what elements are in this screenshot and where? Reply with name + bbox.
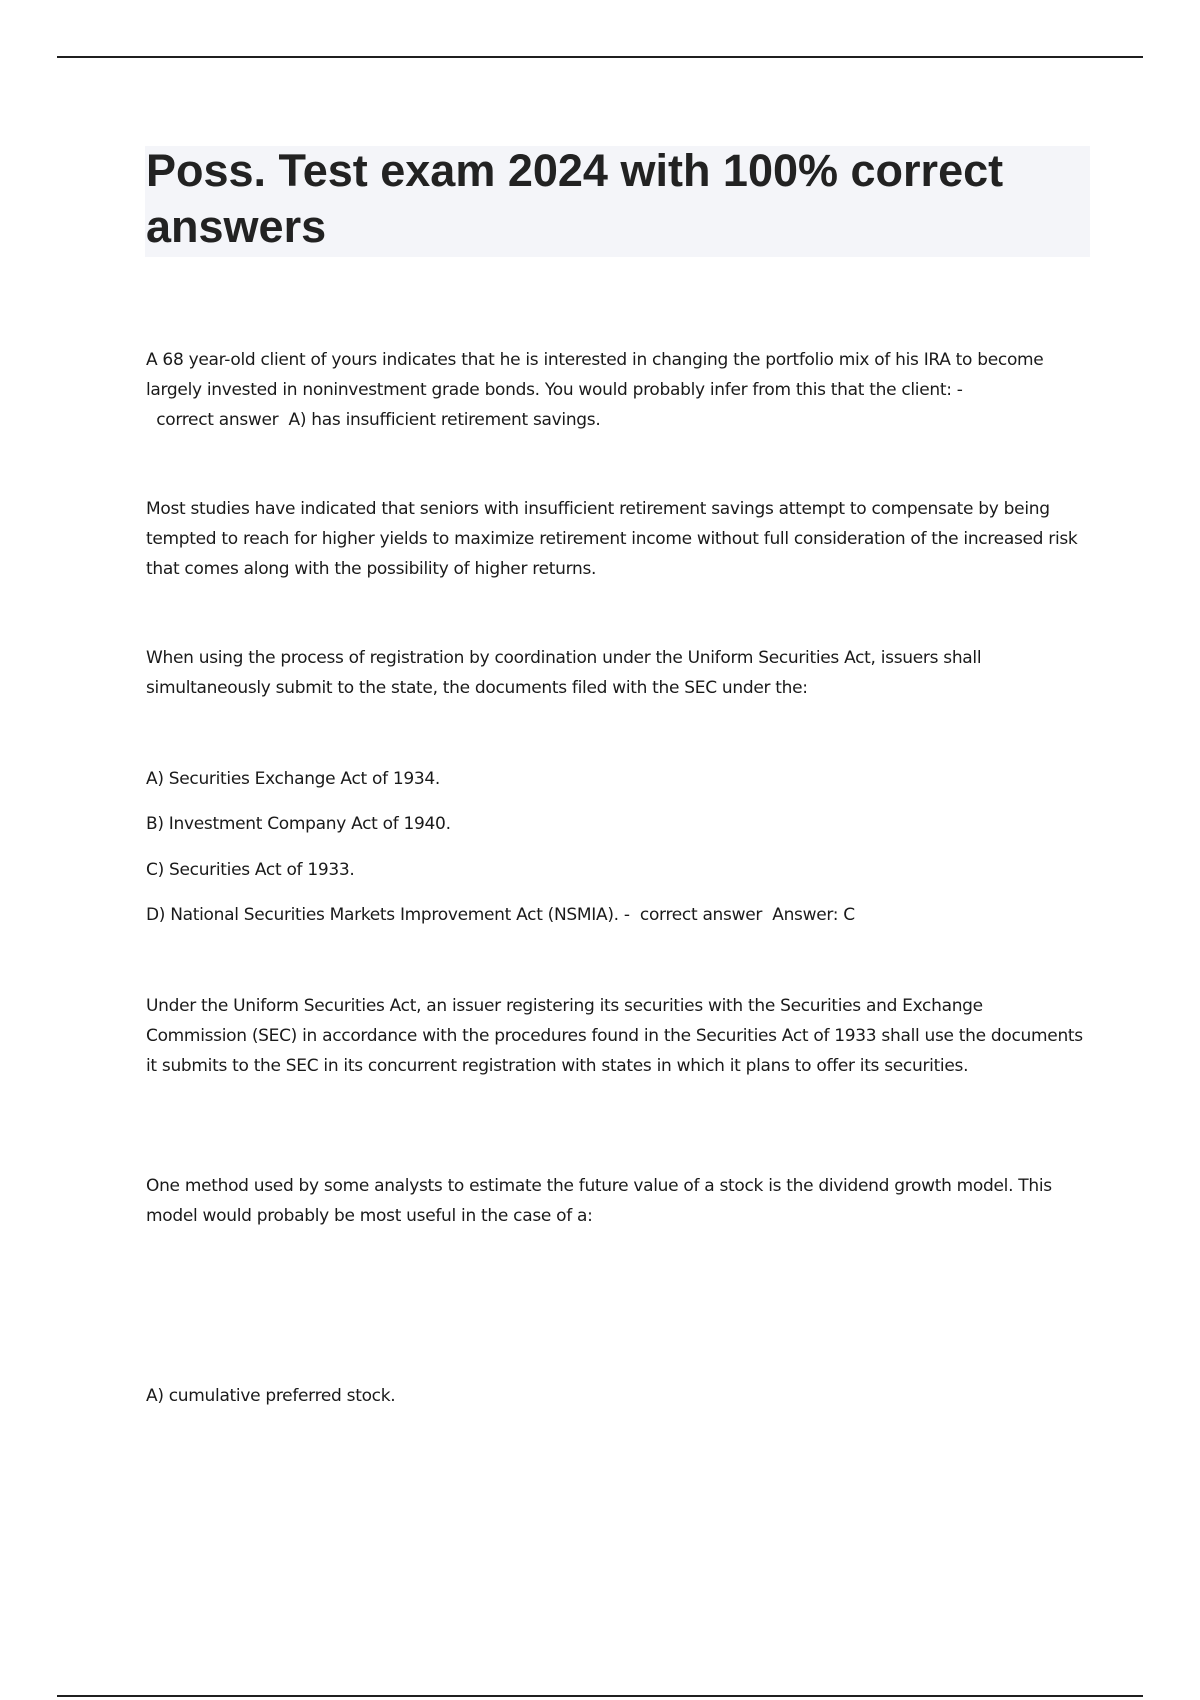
question-2-option-b: B) Investment Company Act of 1940. (146, 814, 451, 834)
question-2-option-a: A) Securities Exchange Act of 1934. (146, 769, 441, 789)
question-2: When using the process of registration by coordination under the Uniform Securities Act, issuers shall simultaneously submit to the state, the documents filed with the SEC under the: (146, 648, 982, 698)
question-2-option-d-text: D) National Securities Markets Improvement Act (NSMIA). - (146, 905, 630, 925)
question-1-text: A 68 year-old client of yours indicates that he is interested in changing the portfolio mix of his IRA to become largely invested in noninvestment grade bonds. You would probably infer from this that the client: - (146, 350, 1044, 400)
question-2-answer: correct answer Answer: C (629, 905, 855, 925)
header-rule (57, 56, 1143, 58)
page-title: Poss. Test exam 2024 with 100% correct answers (146, 145, 1004, 252)
question-3: One method used by some analysts to estimate the future value of a stock is the dividend growth model. This model would probably be most useful in the case of a: (146, 1176, 1052, 1226)
question-1-answer: correct answer A) has insufficient retirement savings. (146, 410, 601, 430)
explanation-1: Most studies have indicated that seniors with insufficient retirement savings attempt to compensate by being tempted to reach for higher yields to maximize retirement income without full consideration of the increased risk that comes along with the possibility of higher returns. (146, 499, 1078, 579)
question-2-option-c: C) Securities Act of 1933. (146, 860, 355, 880)
question-2-option-d (146, 900, 1086, 930)
question-3-option-a: A) cumulative preferred stock. (146, 1386, 396, 1406)
question-1 (146, 345, 1086, 435)
explanation-2: Under the Uniform Securities Act, an issuer registering its securities with the Securities and Exchange Commission (SEC) in accordance with the procedures found in the Securities Act of 1933 shall use the documents it submits to the SEC in its concurrent registration with states in which it plans to offer its securities. (146, 996, 1083, 1076)
footer-rule (57, 1695, 1143, 1697)
